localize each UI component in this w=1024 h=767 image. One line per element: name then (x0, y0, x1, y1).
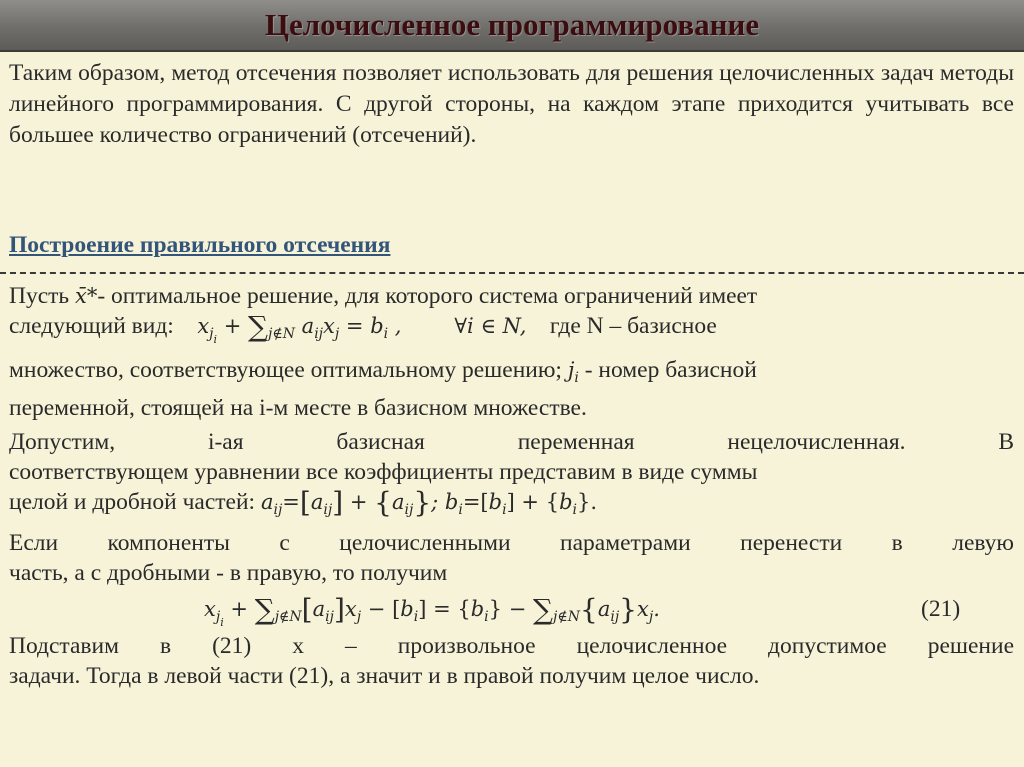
p4-line2: задачи. Тогда в левой части (21), а значит и в правой получим целое число. (9, 663, 760, 689)
p1-after-var: - оптимальное решение, для которого система ограничений имеет (97, 283, 758, 309)
p2-line1 (9, 427, 1014, 457)
p2-word: переменная (517, 429, 635, 455)
p1-line3: множество, соответствующее оптимальному решению; (9, 357, 562, 383)
p2-word: i-ая (207, 429, 244, 455)
intro-text: Таким образом, метод отсечения позволяет использовать для решения целочисленных задач методы линейного программирования. С другой стороны, на каждом этапе приходится учитывать все большее количество ограничений (отсечений). (9, 60, 1014, 148)
p2-word: нецелочисленная. (727, 429, 906, 455)
constraint-formula: $x_{j_i} + \sum_{j\notin N}$ $a_{ij}x_j = b_i$ , (197, 310, 402, 346)
title-bar (0, 0, 1024, 52)
paragraph-2 (9, 427, 1014, 525)
p3-line1: Если компоненты с целочисленными параметрами перенести в левую (9, 530, 1014, 556)
p2-line3 (9, 487, 1014, 525)
section-heading: Построение правильного отсечения (9, 232, 391, 258)
p4-line1: Подставим в (21) x – произвольное целочисленное допустимое решение (9, 633, 1014, 659)
paragraph-3 (9, 528, 1014, 588)
dashed-divider (0, 272, 1024, 274)
p1-line2: следующий вид: (9, 313, 174, 339)
p3-line2: часть, а с дробными - в правую, то получим (9, 560, 448, 586)
p1-line3b: - номер базисной (584, 357, 757, 383)
main-body (9, 281, 1014, 691)
p1-lead: Пусть (9, 283, 76, 309)
equation-21-formula: $x_{j_i} + \sum_{j\notin N}[a_{ij}]x_j - [b_i] = \{b_i\} - \sum_{j\notin N}\{a_{ij}\}x_j$. (204, 593, 660, 629)
p1-where: где N – базисное (549, 313, 717, 339)
equation-number: (21) (921, 596, 961, 622)
paragraph-1 (9, 281, 1014, 423)
x-star-symbol: x̄* (75, 284, 98, 308)
p2-line2: соответствующем уравнении все коэффициенты представим в виде суммы (9, 459, 758, 485)
p2-word: базисная (336, 429, 425, 455)
p1-line4: переменной, стоящей на i-м месте в базисном множестве. (9, 395, 587, 421)
fraction-split-formula: $a_{ij}=[a_{ij}] + \{a_{ij}\}$; $b_i=[b_i] + \{b_i\}$. (260, 486, 598, 519)
p2-word: Допустим, (9, 429, 116, 455)
forall-formula: ∀i ∈ N, (454, 314, 527, 338)
intro-paragraph (9, 58, 1014, 151)
ji-symbol: $j_i$ (567, 358, 579, 386)
equation-21 (9, 588, 1014, 631)
page-title: Целочисленное программирование (264, 7, 760, 42)
p2-line3-text: целой и дробной частей: (9, 489, 256, 515)
p2-word: В (998, 429, 1015, 455)
